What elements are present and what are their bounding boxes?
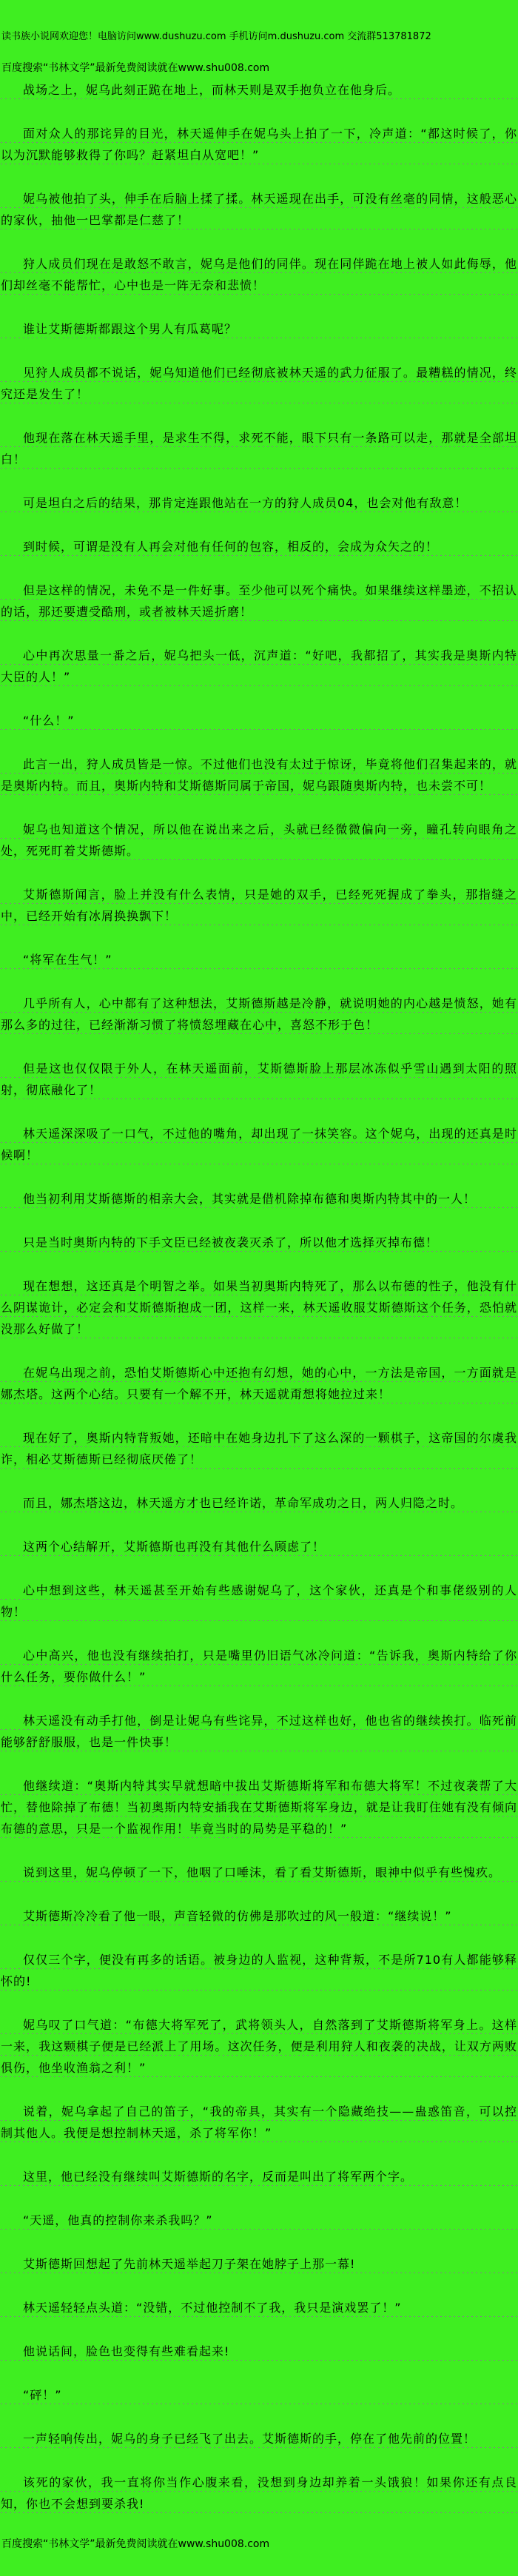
paragraph: “天遥，他真的控制你来杀我吗？”: [1, 2210, 517, 2231]
site-welcome-line: 读书族小说网欢迎您！电脑访问www.dushuzu.com 手机访问m.dushuzu.com 交流群513781872: [1, 31, 431, 42]
paragraph: 妮乌叹了口气道：“布德大将军死了，武将领头人，自然落到了艾斯德斯将军身上。这样一来，我这颗棋子便是已经派上了用场。这次任务，便是利用狩人和夜袭的决战，让双方两败俱伤，他坐收渔翁之利！”: [1, 2014, 517, 2079]
paragraph: 狩人成员们现在是敢怒不敢言，妮乌是他们的同伴。现在同伴跪在地上被人如此侮辱，他们却丝毫不能帮忙，心中也是一阵无奈和悲愤！: [1, 253, 517, 296]
paragraph: “将军在生气！”: [1, 949, 517, 970]
paragraph: 谁让艾斯德斯都跟这个男人有瓜葛呢？: [1, 318, 517, 340]
chapter-text: [0, 75, 518, 2515]
paragraph: 艾斯德斯回想起了先前林天遥举起刀子架在她脖子上那一幕!: [1, 2253, 517, 2275]
paragraph: 在妮乌出现之前，恐怕艾斯德斯心中还抱有幻想，她的心中，一方法是帝国，一方面就是娜杰塔。这两个心结。只要有一个解不开，林天遥就甭想将她拉过来！: [1, 1362, 517, 1405]
paragraph: 现在好了，奥斯内特背叛她，还暗中在她身边扎下了这么深的一颗棋子，这帝国的尔虞我诈，相必艾斯德斯已经彻底厌倦了！: [1, 1427, 517, 1470]
paragraph: 一声轻响传出，妮乌的身子已经飞了出去。艾斯德斯的手，停在了他先前的位置！: [1, 2428, 517, 2449]
paragraph: 到时候，可谓是没有人再会对他有任何的包容，相反的，会成为众矢之的！: [1, 536, 517, 557]
footer-promo-line: 百度搜索“书林文学”最新免费阅读就在www.shu008.com: [1, 2538, 270, 2550]
paragraph: 这里，他已经没有继续叫艾斯德斯的名字，反而是叫出了将军两个字。: [1, 2166, 517, 2187]
paragraph: 只是当时奥斯内特的下手文臣已经被夜袭灭杀了，所以他才选择灭掉布德！: [1, 1232, 517, 1253]
paragraph: 可是坦白之后的结果，那肯定连跟他站在一方的狩人成员04，也会对他有敌意！: [1, 492, 517, 514]
paragraph: 说到这里，妮乌停顿了一下，他咽了口唾沫，看了看艾斯德斯，眼神中似乎有些愧疚。: [1, 1862, 517, 1883]
paragraph: 此言一出，狩人成员皆是一惊。不过他们也没有太过于惊讶，毕竟将他们召集起来的，就是奥斯内特。而且，奥斯内特和艾斯德斯同属于帝国，妮乌跟随奥斯内特，也未尝不可！: [1, 754, 517, 796]
paragraph: 说着，妮乌拿起了自己的笛子，“我的帝具，其实有一个隐藏绝技——蛊惑笛音，可以控制其他人。我便是想控制林天遥，杀了将军你！”: [1, 2101, 517, 2144]
paragraph: “什么！”: [1, 710, 517, 731]
paragraph: 心中想到这些，林天遥甚至开始有些感谢妮乌了，这个家伙，还真是个和事佬级别的人物！: [1, 1580, 517, 1623]
paragraph: 他当初利用艾斯德斯的相亲大会，其实就是借机除掉布德和奥斯内特其中的一人！: [1, 1188, 517, 1210]
paragraph: 林天遥深深吸了一口气，不过他的嘴角，却出现了一抹笑容。这个妮乌，出现的还真是时候啊！: [1, 1123, 517, 1166]
paragraph: 他继续道：“奥斯内特其实早就想暗中拔出艾斯德斯将军和布德大将军！不过夜袭帮了大忙，替他除掉了布德！当初奥斯内特安插我在艾斯德斯将军身边，就是让我盯住她有没有倾向布德的意思，只是一个监视作用！毕竟当时的局势是平稳的！”: [1, 1775, 517, 1839]
paragraph: 而且，娜杰塔这边，林天遥方才也已经许诺，革命军成功之日，两人归隐之时。: [1, 1492, 517, 1514]
paragraph: 艾斯德斯冷冷看了他一眼，声音轻微的仿佛是那吹过的风一般道：“继续说！”: [1, 1905, 517, 1927]
paragraph: 战场之上，妮乌此刻正跪在地上，而林天则是双手抱负立在他身后。: [1, 79, 517, 101]
paragraph: 现在想想，这还真是个明智之举。如果当初奥斯内特死了，那么以布德的性子，他没有什么阴谋诡计，必定会和艾斯德斯抱成一团，这样一来，林天遥收服艾斯德斯这个任务，恐怕就没那么好做了！: [1, 1275, 517, 1340]
paragraph: 这两个心结解开，艾斯德斯也再没有其他什么顾虑了！: [1, 1536, 517, 1557]
header-promo-line: 百度搜索“书林文学”最新免费阅读就在www.shu008.com: [1, 62, 270, 74]
paragraph: 妮乌也知道这个情况，所以他在说出来之后，头就已经微微偏向一旁，瞳孔转向眼角之处，死死盯着艾斯德斯。: [1, 819, 517, 862]
paragraph: “砰！”: [1, 2384, 517, 2406]
paragraph: 几乎所有人，心中都有了这种想法，艾斯德斯越是冷静，就说明她的内心越是愤怒，她有那么多的过往，已经渐渐习惯了将愤怒埋藏在心中，喜怒不形于色！: [1, 993, 517, 1036]
paragraph: 仅仅三个字，便没有再多的话语。被身边的人监视，这种背叛，不是所710有人都能够释怀的!: [1, 1949, 517, 1992]
paragraph: 但是这也仅仅限于外人，在林天遥面前，艾斯德斯脸上那层冰冻似乎雪山遇到太阳的照射，彻底融化了！: [1, 1058, 517, 1101]
paragraph: 见狩人成员都不说话，妮乌知道他们已经彻底被林天遥的武力征服了。最糟糕的情况，终究还是发生了！: [1, 362, 517, 405]
paragraph: 林天遥没有动手打他，倒是让妮乌有些诧异，不过这样也好，他也省的继续挨打。临死前能够舒舒服服，也是一件快事！: [1, 1710, 517, 1753]
paragraph: 面对众人的那诧异的目光，林天遥伸手在妮乌头上拍了一下，冷声道：“都这时候了，你以为沉默能够救得了你吗？赶紧坦白从宽吧！”: [1, 123, 517, 166]
paragraph: 心中高兴，他也没有继续拍打，只是嘴里仍旧语气冰冷问道：“告诉我，奥斯内特给了你什么任务，要你做什么！”: [1, 1645, 517, 1688]
paragraph: 他说话间，脸色也变得有些难看起来!: [1, 2341, 517, 2362]
paragraph: 林天遥轻轻点头道：“没错，不过他控制不了我，我只是演戏罢了！”: [1, 2297, 517, 2318]
paragraph: 艾斯德斯闻言，脸上并没有什么表情，只是她的双手，已经死死握成了拳头，那指缝之中，已经开始有冰屑换换飘下！: [1, 884, 517, 927]
paragraph: 但是这样的情况，未免不是一件好事。至少他可以死个痛快。如果继续这样墨迹，不招认的话，那还要遭受酷刑，或者被林天遥折磨！: [1, 580, 517, 623]
paragraph: 妮乌被他拍了头，伸手在后脑上揉了揉。林天遥现在出手，可没有丝毫的同情，这般恶心的家伙，抽他一巴掌都是仁慈了！: [1, 188, 517, 231]
paragraph: 他现在落在林天遥手里，是求生不得，求死不能，眼下只有一条路可以走，那就是全部坦白！: [1, 427, 517, 470]
paragraph: 该死的家伙，我一直将你当作心腹来看，没想到身边却养着一头饿狼！如果你还有点良知，你也不会想到要杀我!: [1, 2472, 517, 2515]
paragraph: 心中再次思量一番之后，妮乌把头一低，沉声道：“好吧，我都招了，其实我是奥斯内特大臣的人！”: [1, 645, 517, 688]
